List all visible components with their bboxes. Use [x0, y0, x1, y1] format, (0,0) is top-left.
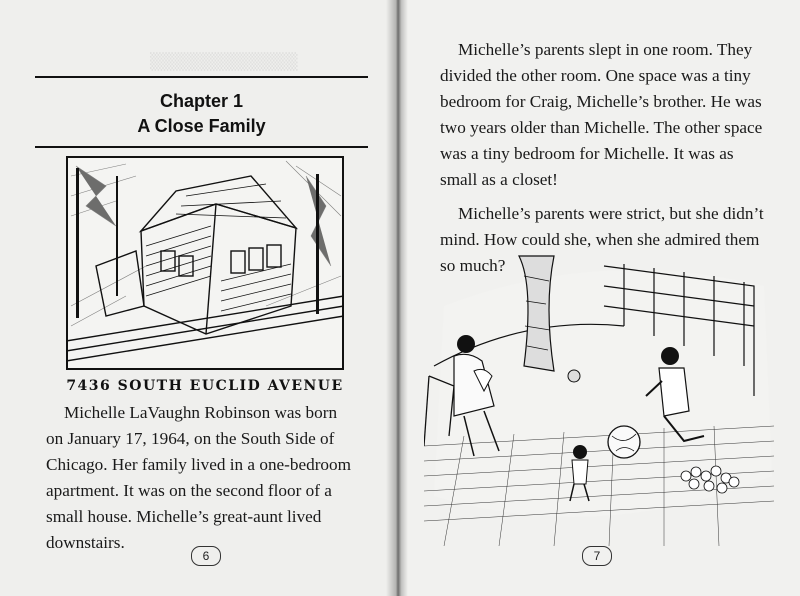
paragraph: Michelle’s parents were strict, but she didn’t mind. How could she, when she admired them so much?	[440, 204, 764, 275]
paragraph: Michelle’s parents slept in one room. They divided the other room. One space was a tiny bedroom for Craig, Michelle’s brother. He was two years older than Michelle. The other space was a tiny bedroom for Michelle. It was as small as a closet!	[440, 40, 763, 189]
chapter-number: Chapter 1	[159, 91, 244, 111]
house-illustration	[66, 156, 344, 370]
illustration-caption: 7436 SOUTH EUCLID AVENUE	[66, 378, 344, 394]
page-number: 7	[582, 546, 612, 566]
right-body-text	[440, 37, 772, 279]
chapter-title: A Close Family	[137, 116, 266, 136]
book-gutter	[386, 0, 408, 596]
left-page	[0, 0, 398, 596]
chapter-bottom-rule	[35, 146, 368, 148]
bleed-through: ▒▒▒▒▒▒▒▒▒▒▒▒	[150, 52, 298, 71]
paragraph: Michelle LaVaughn Robinson was born on January 17, 1964, on the South Side of Chicago. Her family lived in a one-bedroom apartment. It was on the second floor of a small house. Michelle’s great-aunt lived downstairs.	[46, 403, 351, 552]
chapter-top-rule	[35, 76, 368, 78]
left-body-text	[46, 400, 356, 556]
family-backyard-illustration	[424, 246, 774, 548]
page-number: 6	[191, 546, 221, 566]
